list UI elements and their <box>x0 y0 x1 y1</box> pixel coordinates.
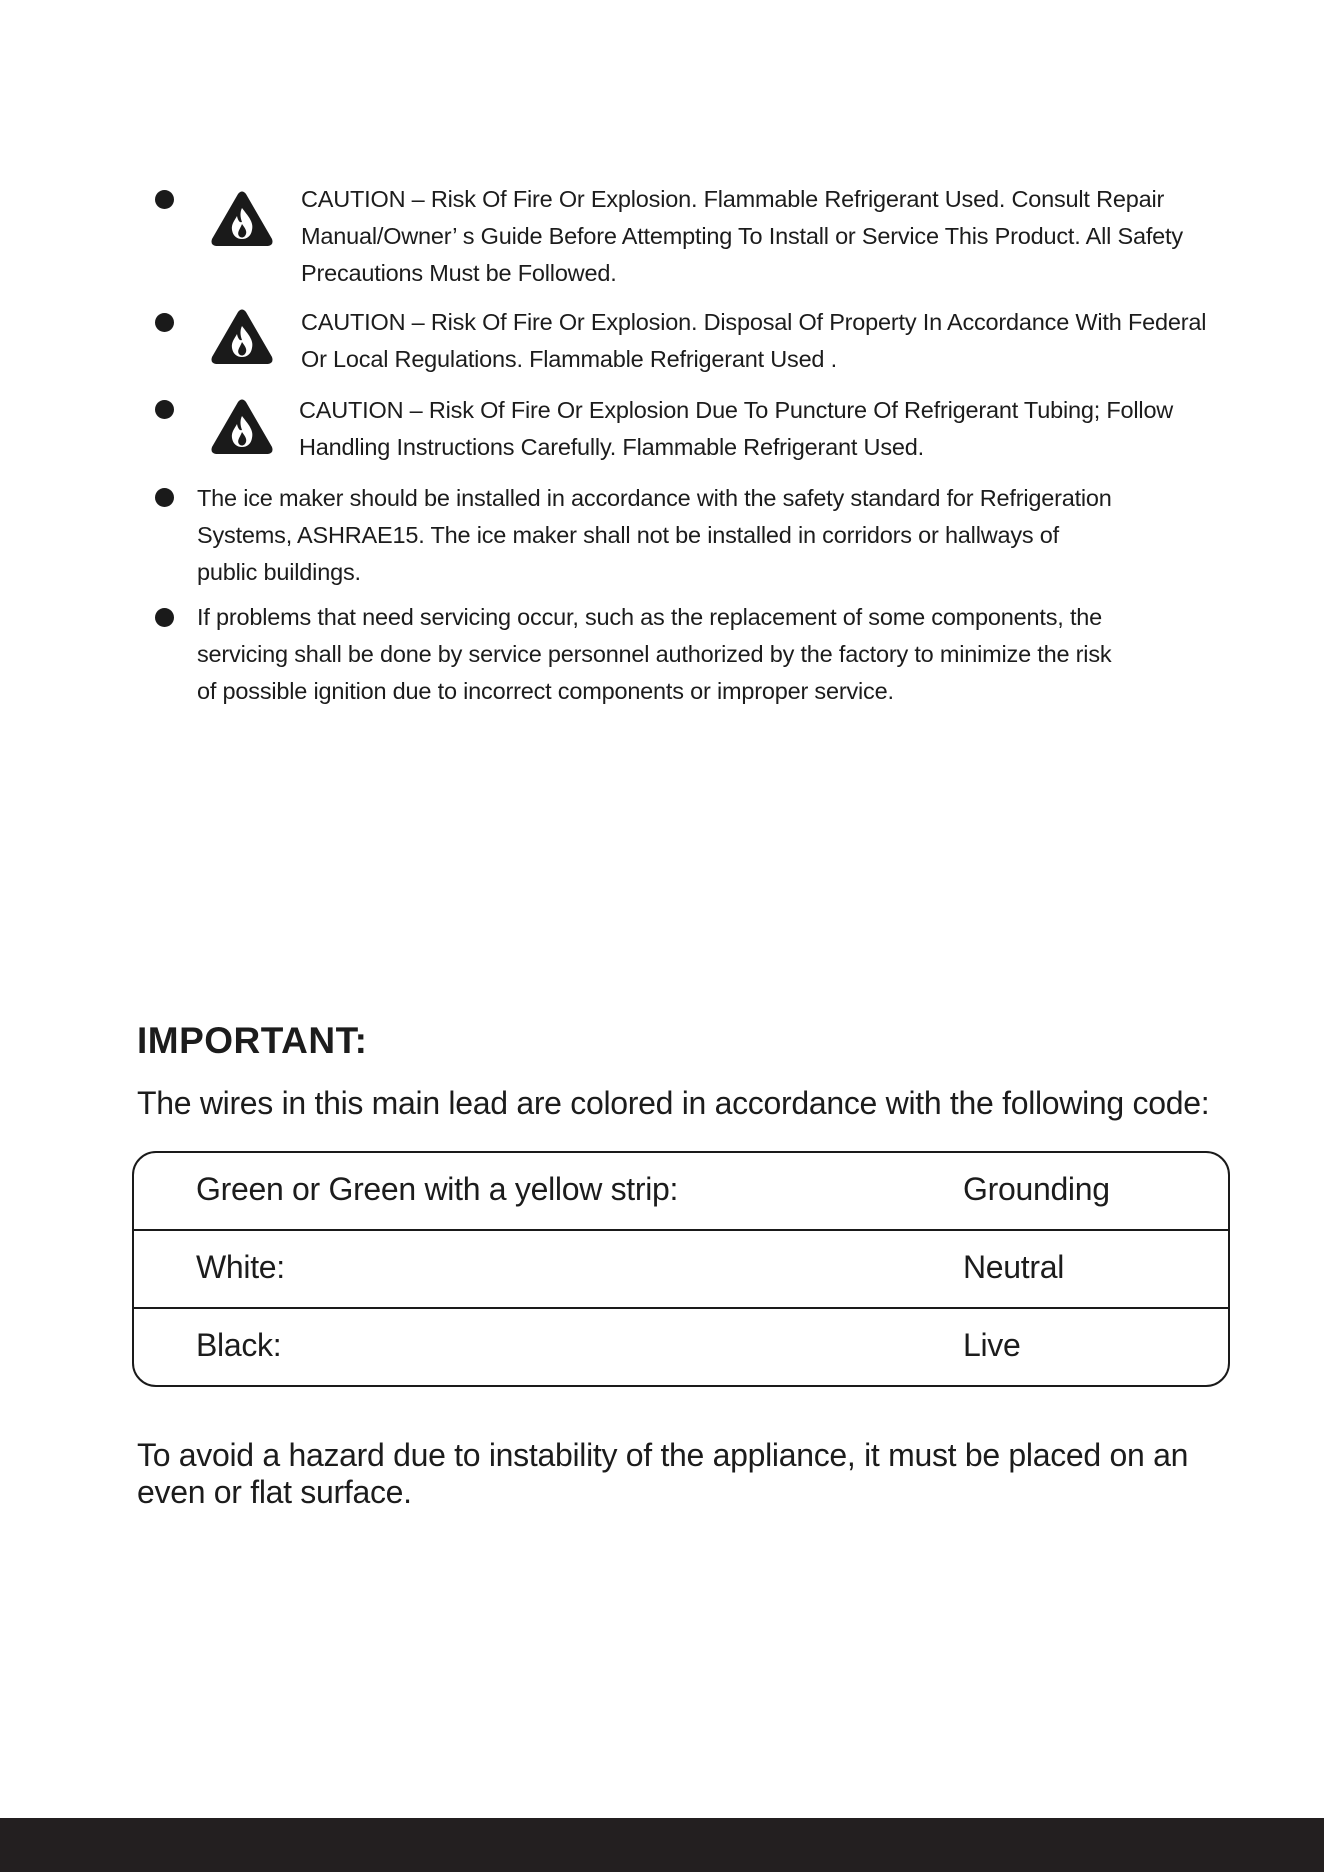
wire-meaning: Neutral <box>963 1249 1065 1285</box>
text-line: CAUTION – Risk Of Fire Or Explosion. Flammable Refrigerant Used. Consult Repair <box>301 186 1165 212</box>
text-line: To avoid a hazard due to instability of the appliance, it must be placed on an <box>137 1437 1189 1473</box>
text-line: of possible ignition due to incorrect components or improper service. <box>197 678 894 704</box>
text-line: even or flat surface. <box>137 1474 412 1510</box>
wire-color-table <box>132 1151 1230 1387</box>
table-row <box>134 1309 1228 1387</box>
wire-color-label: White: <box>196 1249 285 1285</box>
important-heading: IMPORTANT: <box>137 1020 368 1061</box>
wire-color-label: Black: <box>196 1327 282 1363</box>
caution-text <box>301 181 1183 292</box>
bullet-dot <box>155 190 174 209</box>
wire-code-intro: The wires in this main lead are colored in accordance with the following code: <box>137 1085 1210 1121</box>
footer-bar <box>0 1818 1324 1872</box>
wire-meaning: Live <box>963 1327 1021 1363</box>
bullet-dot <box>155 400 174 419</box>
text-line: public buildings. <box>197 559 361 585</box>
table-row <box>134 1153 1228 1231</box>
text-line: If problems that need servicing occur, such as the replacement of some components, the <box>197 604 1103 630</box>
text-line: Manual/Owner’ s Guide Before Attempting To Install or Service This Product. All Safety <box>301 223 1183 249</box>
text-line: CAUTION – Risk Of Fire Or Explosion. Disposal Of Property In Accordance With Federal <box>301 309 1207 335</box>
text-line: Handling Instructions Carefully. Flammable Refrigerant Used. <box>299 434 924 460</box>
bullet-dot <box>155 313 174 332</box>
bullet-dot <box>155 608 174 627</box>
text-line: Precautions Must be Followed. <box>301 260 617 286</box>
flame-warning-icon <box>210 308 274 366</box>
table-row <box>134 1231 1228 1309</box>
text-line: servicing shall be done by service personnel authorized by the factory to minimize the risk <box>197 641 1112 667</box>
text-line: Or Local Regulations. Flammable Refrigerant Used . <box>301 346 837 372</box>
text-line: The ice maker should be installed in accordance with the safety standard for Refrigeration <box>197 485 1112 511</box>
wire-color-label: Green or Green with a yellow strip: <box>196 1171 679 1207</box>
flame-warning-icon <box>210 190 274 248</box>
servicing-note <box>197 599 1197 710</box>
text-line: Systems, ASHRAE15. The ice maker shall not be installed in corridors or hallways of <box>197 522 1059 548</box>
stability-note <box>137 1437 1227 1511</box>
installation-note <box>197 480 1197 591</box>
bullet-dot <box>155 488 174 507</box>
wire-meaning: Grounding <box>963 1171 1110 1207</box>
text-line: CAUTION – Risk Of Fire Or Explosion Due To Puncture Of Refrigerant Tubing; Follow <box>299 397 1174 423</box>
caution-text <box>299 392 1173 466</box>
flame-warning-icon <box>210 398 274 456</box>
caution-text <box>301 304 1206 378</box>
